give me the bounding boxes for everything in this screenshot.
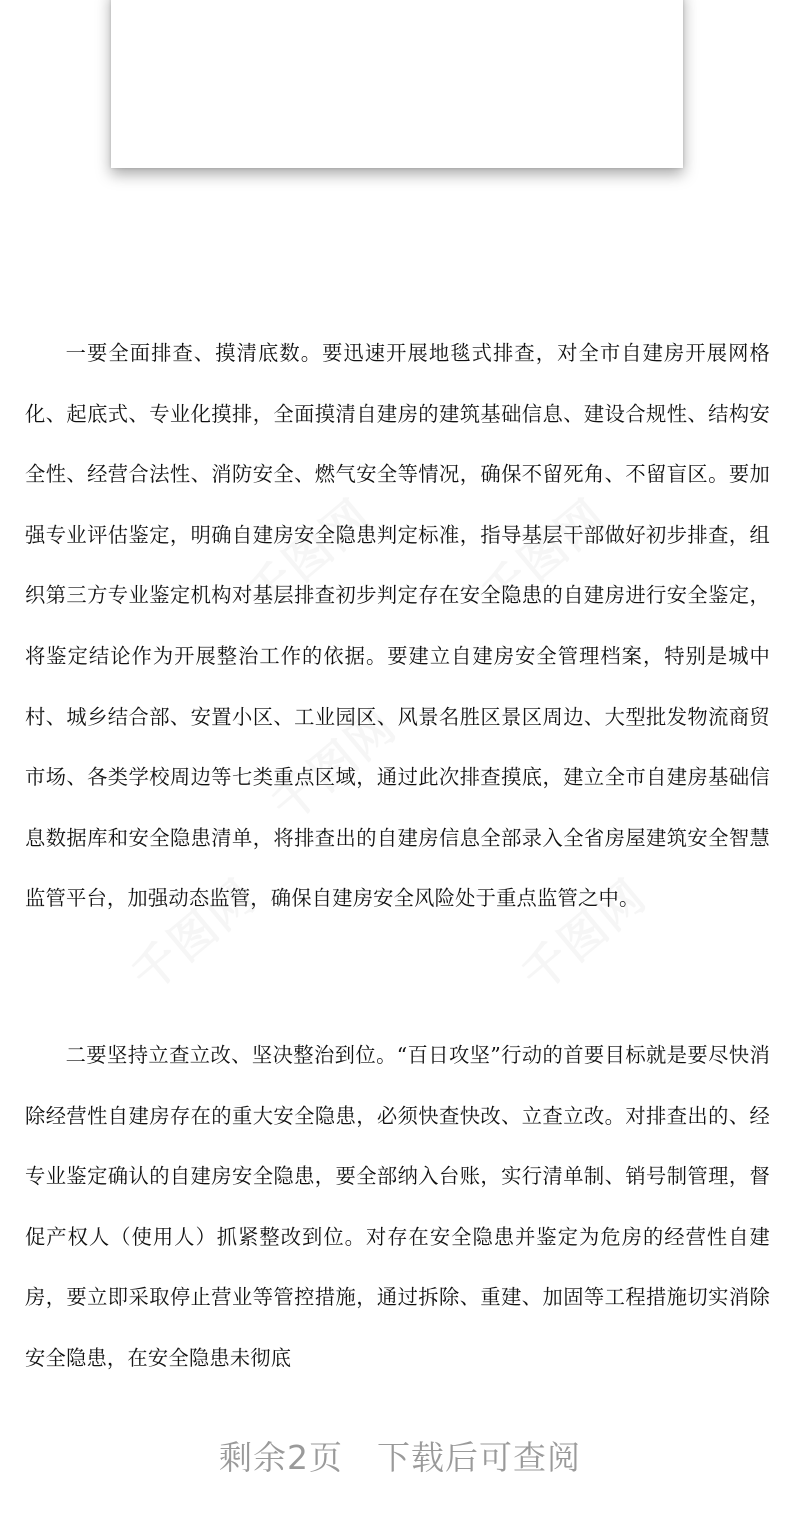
remaining-pages-notice[interactable]	[0, 1432, 800, 1479]
watermark: 千图网	[261, 698, 407, 833]
watermark: 千图网	[121, 868, 267, 1003]
remaining-pages-label: 剩余2页	[219, 1438, 343, 1477]
watermark: 千图网	[511, 868, 657, 1003]
watermark: 千图网	[236, 488, 382, 623]
watermark: 千图网	[471, 488, 617, 623]
body-paragraph: 二要坚持立查立改、坚决整治到位。“百日攻坚”行动的首要目标就是要尽快消除经营性自建房存在的重大安全隐患，必须快查快改、立查立改。对排查出的、经专业鉴定确认的自建房安全隐患，要全部纳入台账，实行清单制、销号制管理，督促产权人（使用人）抓紧整改到位。对存在安全隐患并鉴定为危房的经营性自建房，要立即采取停止营业等管控措施，通过拆除、重建、加固等工程措施切实消除安全隐患，在安全隐患未彻底	[25, 1043, 770, 1370]
cover-image-frame	[111, 0, 683, 168]
body-paragraph: 一要全面排查、摸清底数。要迅速开展地毯式排查，对全市自建房开展网格化、起底式、专业化摸排，全面摸清自建房的建筑基础信息、建设合规性、结构安全性、经营合法性、消防安全、燃气安全等情况，确保不留死角、不留盲区。要加强专业评估鉴定，明确自建房安全隐患判定标准，指导基层干部做好初步排查，组织第三方专业鉴定机构对基层排查初步判定存在安全隐患的自建房进行安全鉴定，将鉴定结论作为开展整治工作的依据。要建立自建房安全管理档案，特别是城中村、城乡结合部、安置小区、工业园区、风景名胜区景区周边、大型批发物流商贸市场、各类学校周边等七类重点区域，通过此次排查摸底，建立全市自建房基础信息数据库和安全隐患清单，将排查出的自建房信息全部录入全省房屋建筑安全智慧监管平台，加强动态监管，确保自建房安全风险处于重点监管之中。	[25, 341, 770, 911]
download-hint-label: 下载后可查阅	[377, 1438, 581, 1477]
